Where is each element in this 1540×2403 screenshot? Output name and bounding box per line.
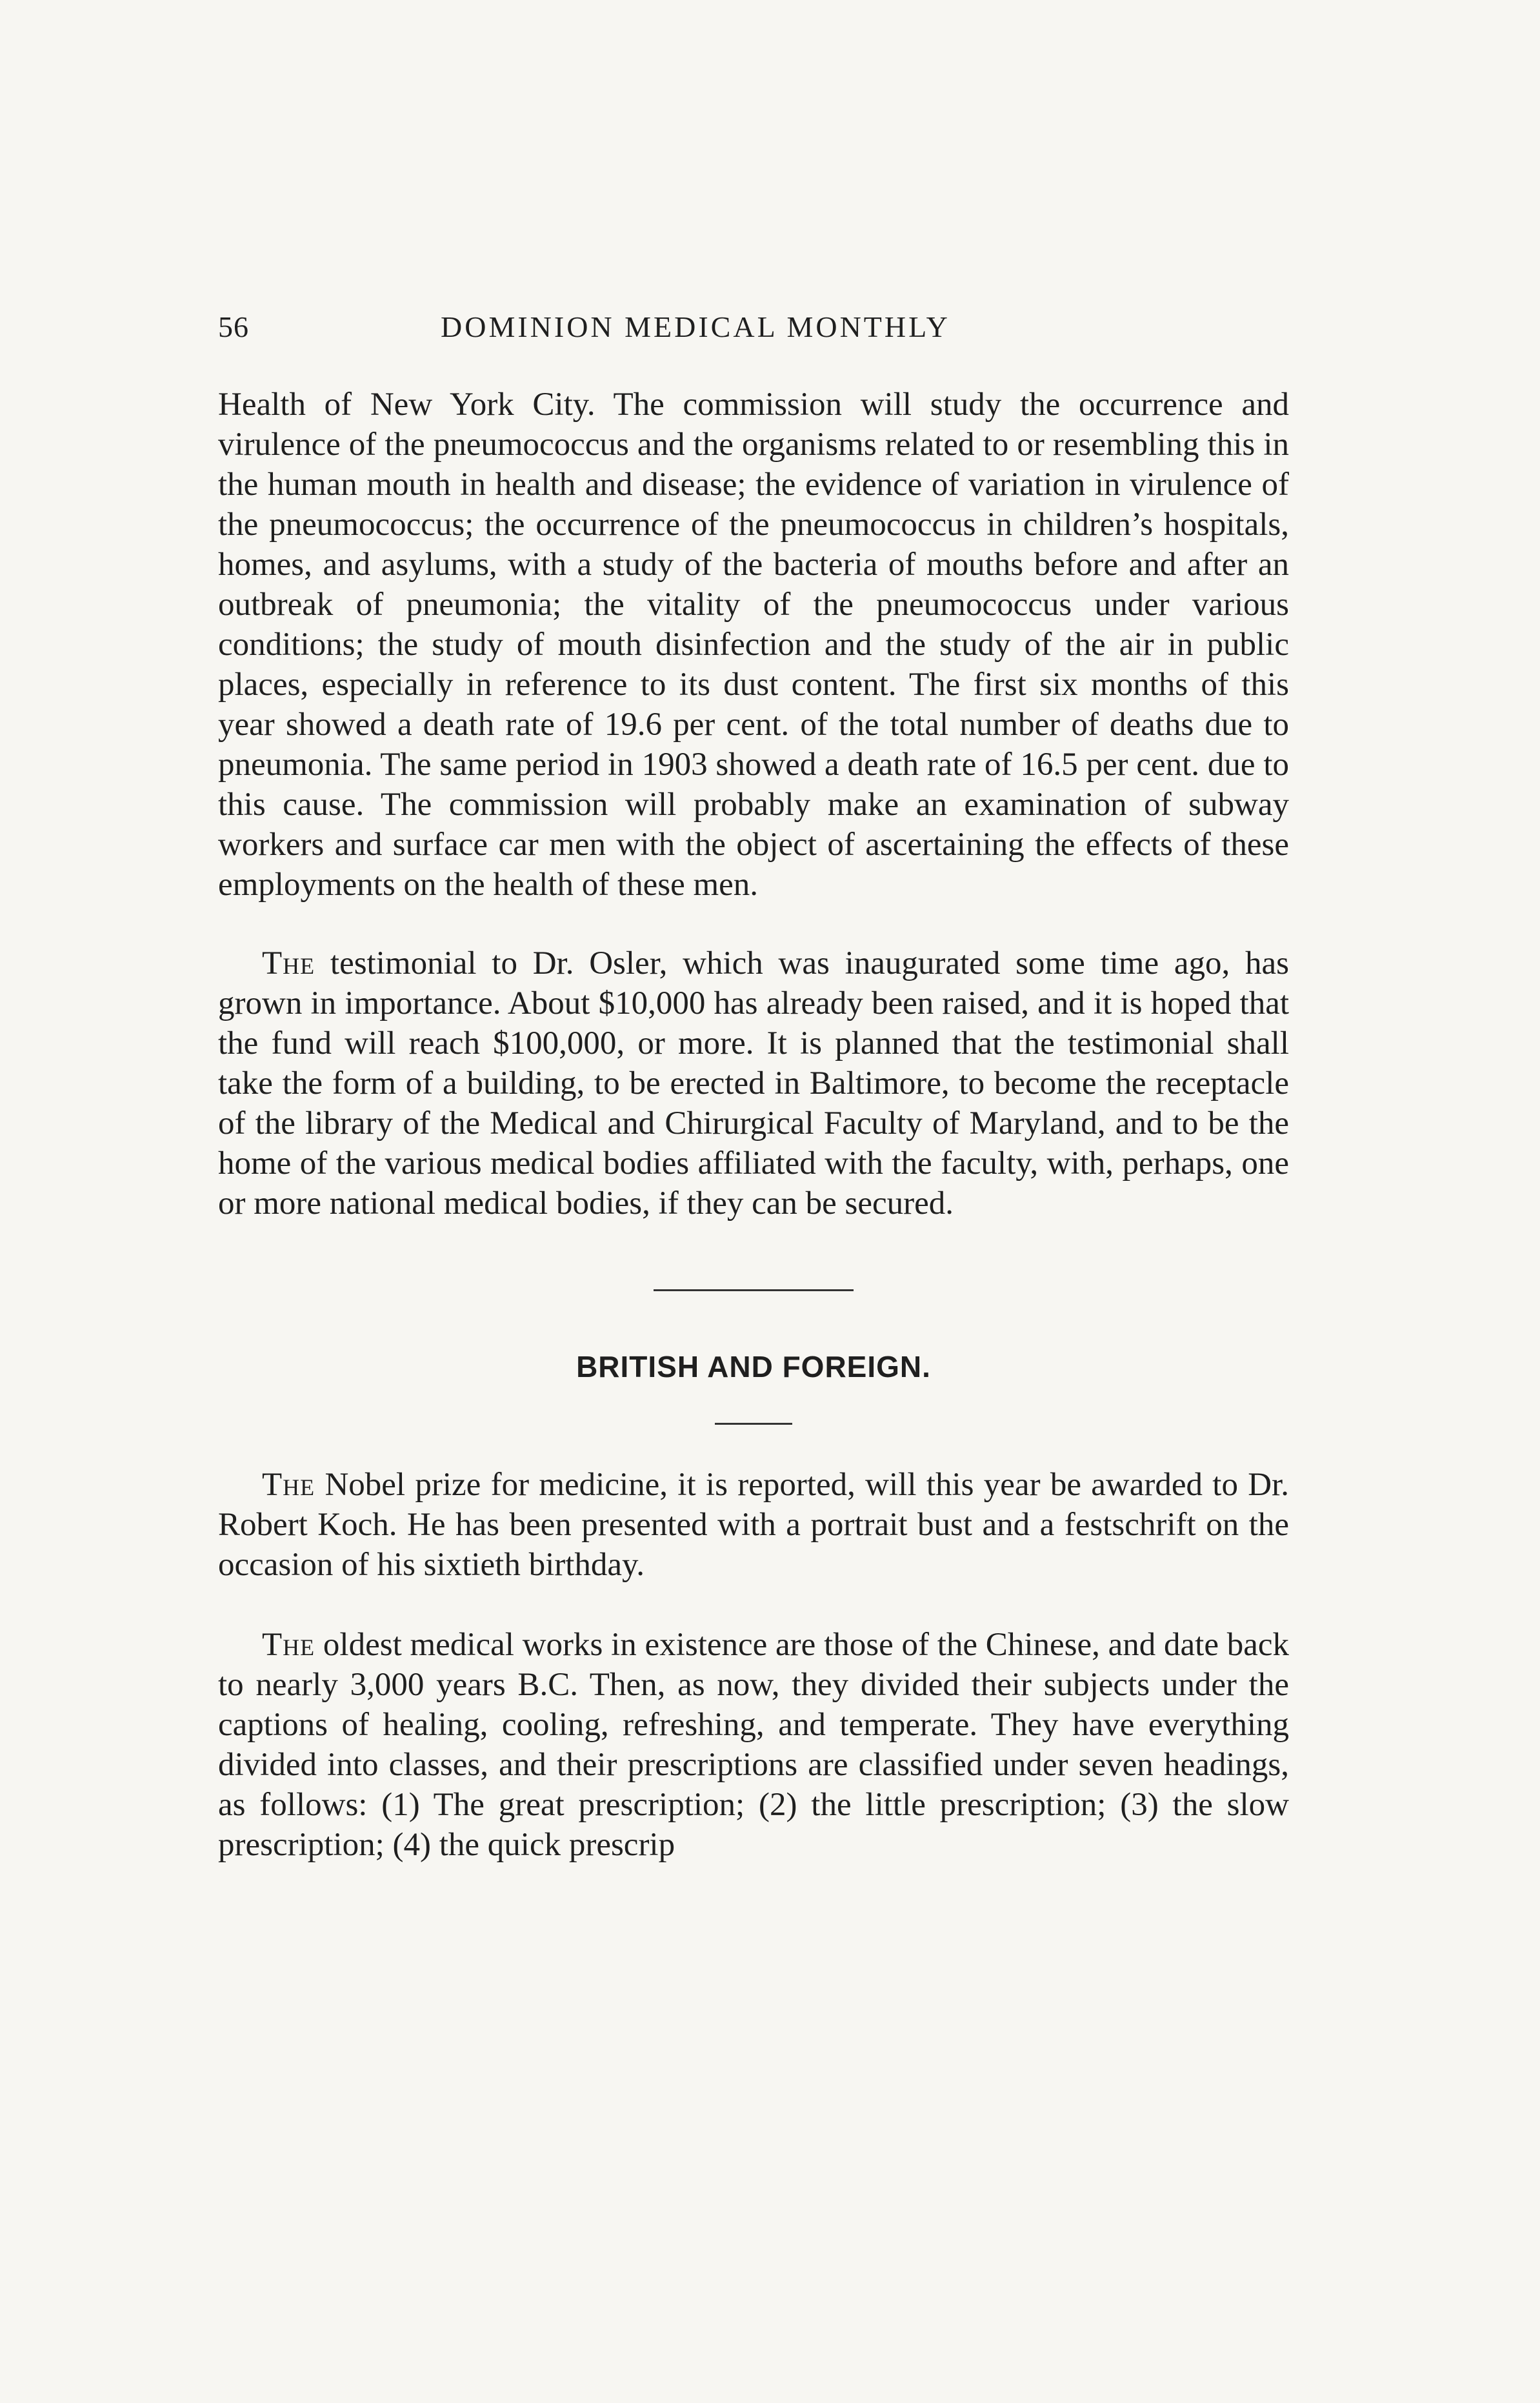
article-body <box>218 385 1289 1223</box>
paragraph-text: oldest medical works in existence are those of the Chinese, and date back to nearly 3,000 years B.C. Then, as now, they divided their subjects under the captions of healing, cooling, refreshing, and temperate. They have everything divided into classes, and their prescriptions are classified under seven headings, as follows: (1) The great prescription; (2) the little prescription; (3) the slow prescription; (4) the quick prescrip <box>218 1627 1289 1863</box>
running-head <box>218 310 1289 361</box>
heading-rule <box>715 1423 792 1425</box>
section-heading: BRITISH AND FOREIGN. <box>576 1350 931 1383</box>
page-number: 56 <box>218 310 249 343</box>
paragraph-chinese-medicine <box>218 1625 1289 1865</box>
journal-title: DOMINION MEDICAL MONTHLY <box>441 310 950 343</box>
section-body <box>218 1465 1289 1865</box>
paragraph-nobel-prize <box>218 1465 1289 1585</box>
section-divider <box>654 1289 854 1291</box>
paragraph-text: Nobel prize for medicine, it is reported, will this year be awarded to Dr. Robert Koch. He has been presented with a portrait bust and a festschrift on the occasion of his sixtieth birthday. <box>218 1467 1289 1583</box>
paragraph-text: testimonial to Dr. Osler, which was inaugurated some time ago, has grown in importance. About $10,000 has already been raised, and it is hoped that the fund will reach $100,000, or more. It is planned that the testimonial shall take the form of a building, to be erected in Baltimore, to become the receptacle of the library of the Medical and Chirurgical Faculty of Maryland, and to be the home of the various medical bodies affiliated with the faculty, with, perhaps, one or more national medical bodies, if they can be secured. <box>218 945 1289 1222</box>
lead-word: The <box>262 1627 315 1663</box>
paragraph-pneumonia-commission: Health of New York City. The commission will study the occurrence and virulence of the pneumococcus and the organisms related to or resembling this in the human mouth in health and disease; the evidence of variation in virulence of the pneumococcus; the occurrence of the pneumococcus in children’s hospitals, homes, and asylums, with a study of the bacteria of mouths before and after an outbreak of pneumonia; the vitality of the pneumococcus under various conditions; the study of mouth disinfection and the study of the air in public places, especially in reference to its dust content. The first six months of this year showed a death rate of 19.6 per cent. of the total number of deaths due to pneumonia. The same period in 1903 showed a death rate of 16.5 per cent. due to this cause. The commission will probably make an examination of subway workers and surface car men with the object of ascertaining the effects of these employments on the health of these men. <box>218 387 1289 903</box>
lead-word: The <box>262 1467 315 1503</box>
lead-word: The <box>262 945 315 981</box>
page <box>218 310 1289 1865</box>
paragraph-osler-testimonial <box>218 943 1289 1223</box>
